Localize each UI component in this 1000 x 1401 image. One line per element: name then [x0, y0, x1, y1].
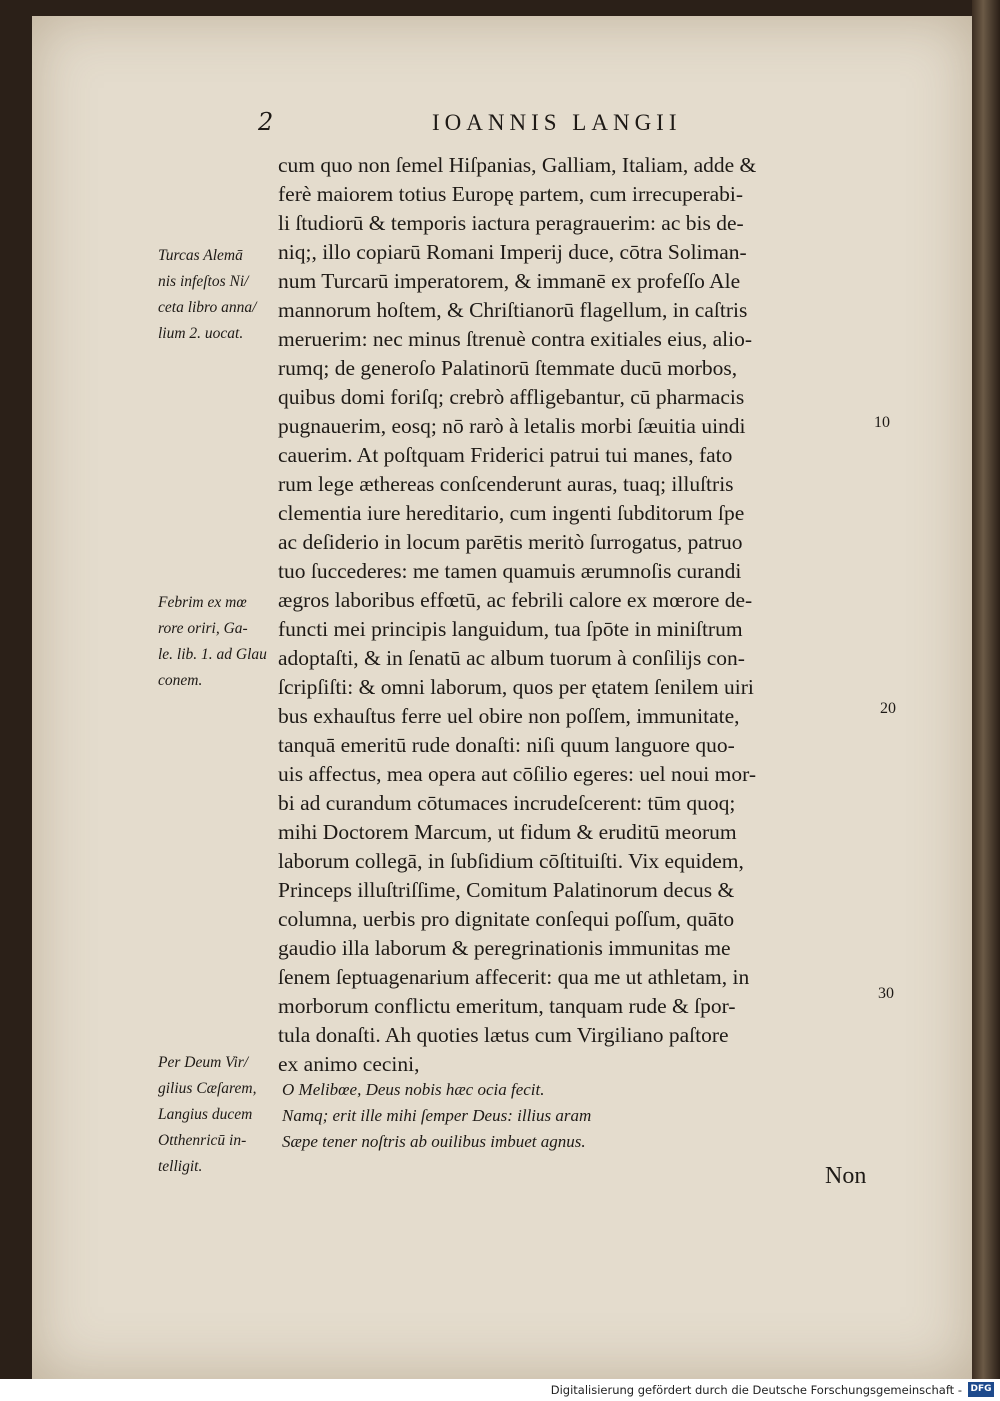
folio-number: 2 — [258, 108, 274, 136]
text-line: rumq; de generoſo Palatinorū ſtemmate ducū morbos, — [278, 356, 738, 380]
text-line: adoptaſti, & in ſenatū ac album tuorum à conſilijs con- — [278, 646, 745, 670]
text-line: quibus domi foriſq; crebrò affligebantur, cū pharmacis — [278, 385, 745, 409]
text-line: bus exhauſtus ferre uel obire non poſſem, immunitate, — [278, 704, 740, 728]
marginal-line: le. lib. 1. ad Glau — [158, 646, 267, 663]
text-line: Princeps illuſtriſſime, Comitum Palatinorum decus & — [278, 878, 735, 902]
marginal-line: rore oriri, Ga- — [158, 620, 248, 637]
marginal-line: lium 2. uocat. — [158, 325, 244, 342]
text-line: ſcripſiſti: & omni laborum, quos per ętatem ſenilem uiri — [278, 675, 754, 699]
text-line: niq;, illo copiarū Romani Imperij duce, cōtra Soliman- — [278, 240, 747, 264]
text-line: tuo ſuccederes: me tamen quamuis ærumnoſis curandi — [278, 559, 742, 583]
dfg-logo-icon: DFG — [968, 1382, 994, 1397]
text-line: rum lege æthereas conſcenderunt auras, tuaq; illuſtris — [278, 472, 734, 496]
marginal-line: Otthenricū in- — [158, 1132, 247, 1149]
marginal-line: Turcas Alemā — [158, 247, 243, 264]
text-line: clementia iure hereditario, cum ingenti ſubditorum ſpe — [278, 501, 745, 525]
marginal-line: Febrim ex mœ — [158, 594, 247, 611]
text-line: ex animo cecini, — [278, 1052, 420, 1076]
text-line: ferè maiorem totius Europę partem, cum irrecuperabi- — [278, 182, 744, 206]
text-line: meruerim: nec minus ſtrenuè contra exitiales eius, alio- — [278, 327, 753, 351]
page-header — [0, 108, 1000, 142]
marginal-line: conem. — [158, 672, 203, 689]
text-line: tula donaſti. Ah quoties lætus cum Virgiliano paſtore — [278, 1023, 729, 1047]
funding-credit: Digitalisierung gefördert durch die Deutsche Forschungsgemeinschaft - — [550, 1383, 962, 1397]
text-line: columna, uerbis pro dignitate conſequi poſſum, quāto — [278, 907, 735, 931]
text-line: gaudio illa laborum & peregrinationis immunitas me — [278, 936, 731, 960]
text-line: li ſtudiorū & temporis iactura peragrauerim: ac bis de- — [278, 211, 744, 235]
verse-line: Namq; erit ille mihi ſemper Deus: illius aram — [282, 1106, 592, 1125]
footer-bar — [0, 1379, 1000, 1401]
text-line: ac deſiderio in locum parētis meritò ſurrogatus, patruo — [278, 530, 743, 554]
text-line: cauerim. At poſtquam Friderici patrui tui manes, fato — [278, 443, 733, 467]
text-line: ſenem ſeptuagenarium affecerit: qua me ut athletam, in — [278, 965, 750, 989]
marginal-line: Langius ducem — [158, 1106, 253, 1123]
verse-line: Sæpe tener noſtris ab ouilibus imbuet agnus. — [282, 1132, 586, 1151]
text-line: mihi Doctorem Marcum, ut fidum & eruditū meorum — [278, 820, 737, 844]
verse-line: O Melibœe, Deus nobis hæc ocia fecit. — [282, 1080, 545, 1099]
text-line: uis affectus, mea opera aut cōſilio egeres: uel noui mor- — [278, 762, 756, 786]
text-line: morborum conflictu emeritum, tanquam rude & ſpor- — [278, 994, 736, 1018]
marginal-line: gilius Cæſarem, — [158, 1080, 257, 1097]
text-line: mannorum hoſtem, & Chriſtianorū flagellum, in caſtris — [278, 298, 748, 322]
text-line: ægros laboribus effœtū, ac febrili calore ex mœrore de- — [278, 588, 753, 612]
book-edge — [972, 0, 1000, 1379]
marginal-line: telligit. — [158, 1158, 203, 1175]
marginal-line: nis infeſtos Ni/ — [158, 273, 249, 290]
text-line: pugnauerim, eosq; nō rarò à letalis morbi ſæuitia uindi — [278, 414, 746, 438]
text-line: num Turcarū imperatorem, & immanē ex profeſſo Ale — [278, 269, 741, 293]
line-number: 30 — [878, 985, 894, 1002]
text-line: functi mei principis languidum, tua ſpōte in miniſtrum — [278, 617, 743, 641]
text-line: cum quo non ſemel Hiſpanias, Galliam, Italiam, adde & — [278, 153, 757, 177]
catchword: Non — [825, 1163, 867, 1189]
text-line: laborum collegā, in ſubſidium cōſtituiſti. Vix equidem, — [278, 849, 744, 873]
marginal-line: ceta libro anna/ — [158, 299, 257, 316]
marginal-line: Per Deum Vir/ — [158, 1054, 249, 1071]
line-number: 10 — [874, 414, 890, 431]
text-line: tanquā emeritū rude donaſti: niſi quum languore quo- — [278, 733, 735, 757]
line-number: 20 — [880, 700, 896, 717]
text-line: bi ad curandum cōtumaces incrudeſcerent: tūm quoq; — [278, 791, 736, 815]
running-head: IOANNIS LANGII — [432, 110, 682, 135]
